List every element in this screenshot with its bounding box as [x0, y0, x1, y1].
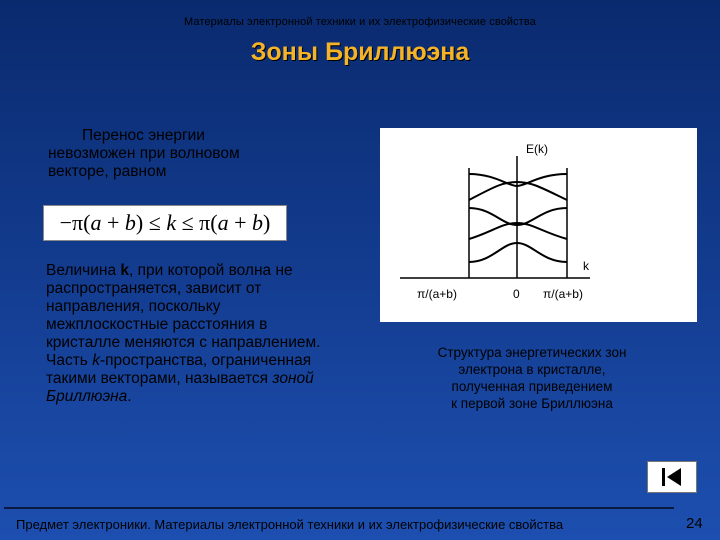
- band-1: [469, 243, 567, 262]
- formula-var: b: [124, 210, 136, 235]
- page-number: 24: [686, 515, 703, 532]
- band-5: [469, 174, 567, 186]
- band-structure-figure: [380, 128, 697, 322]
- formula-part: ≤ π(: [176, 210, 218, 235]
- explain-part: -пространства, ограниченная такими векторами, называется: [46, 352, 312, 387]
- formula-var: b: [252, 210, 264, 235]
- energy-axis-label: E(k): [526, 142, 548, 156]
- intro-line: невозможен при волновом: [48, 145, 240, 162]
- explain-k: k: [92, 352, 100, 369]
- tick-right-label: π/(a+b): [543, 287, 583, 301]
- footer-divider: [4, 507, 674, 509]
- header-subtitle: Материалы электронной техники и их электрофизические свойства: [184, 16, 536, 28]
- band-diagram: [380, 128, 697, 322]
- intro-line: Перенос энергии: [82, 127, 205, 144]
- explain-term: зоной Бриллюэна: [46, 370, 314, 405]
- tick-left-label: π/(a+b): [417, 287, 457, 301]
- caption-line: Структура энергетических зон: [437, 345, 627, 360]
- intro-text: [48, 127, 308, 181]
- k-axis-label: k: [583, 259, 589, 273]
- explain-part: .: [127, 388, 132, 405]
- explain-part: Величина: [46, 262, 121, 279]
- skip-to-first-icon: [659, 467, 685, 487]
- explain-k: k: [120, 262, 129, 279]
- explain-part: , при которой волна не распространяется, зависит от направления, поскольку межплоскостные расстояния в кристалле меняются с направлением. Часть: [46, 262, 321, 369]
- first-slide-button[interactable]: [647, 461, 697, 493]
- intro-line: векторе, равном: [48, 163, 167, 180]
- caption-line: электрона в кристалле,: [458, 362, 606, 377]
- formula-part: +: [228, 210, 253, 235]
- explanation-text: [46, 262, 321, 406]
- figure-caption: [407, 344, 657, 412]
- formula-var: a: [90, 210, 102, 235]
- footer-text: Предмет электроники. Материалы электронной техники и их электрофизические свойства: [16, 517, 564, 532]
- formula-part: −π(: [59, 210, 91, 235]
- formula-part: +: [101, 210, 125, 235]
- band-4: [469, 182, 567, 200]
- slide-title: Зоны Бриллюэна: [250, 38, 470, 66]
- formula-var: k: [166, 210, 177, 235]
- tick-center-label: 0: [513, 287, 520, 301]
- caption-line: к первой зоне Бриллюэна: [451, 396, 613, 411]
- formula-var: a: [217, 210, 229, 235]
- caption-line: полученная приведением: [451, 379, 613, 394]
- brillouin-formula: [43, 205, 287, 241]
- formula-part: ) ≤: [135, 210, 167, 235]
- formula-part: ): [263, 210, 271, 235]
